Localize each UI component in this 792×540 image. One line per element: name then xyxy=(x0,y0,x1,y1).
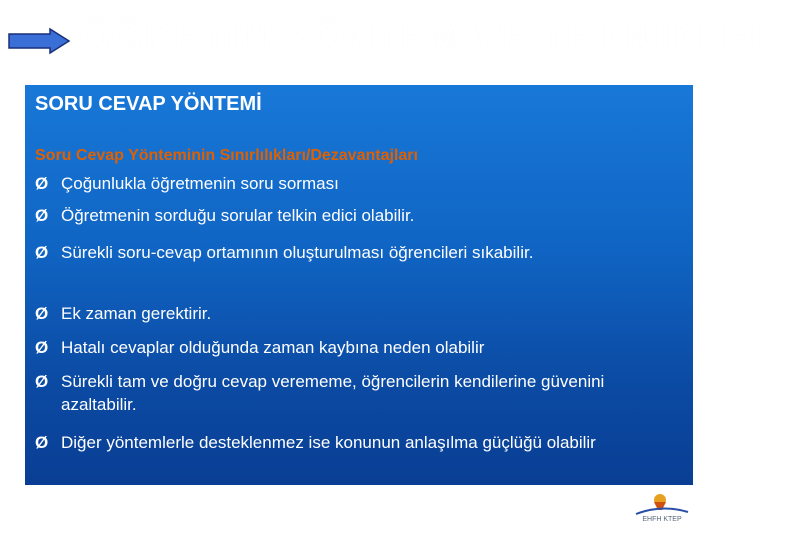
list-item-text: Diğer yöntemlerle desteklenmez ise konunun anlaşılma güçlüğü olabilir xyxy=(61,433,596,452)
content-panel xyxy=(25,85,693,485)
list-item xyxy=(35,370,676,416)
bullet-arrow-icon: Ø xyxy=(35,243,49,262)
logo xyxy=(632,490,692,526)
bullet-arrow-icon: Ø xyxy=(35,338,49,357)
list-item xyxy=(35,172,676,195)
bullet-arrow-icon: Ø xyxy=(35,174,49,193)
list-item xyxy=(35,302,676,325)
bullet-arrow-icon: Ø xyxy=(35,304,49,323)
bullet-arrow-icon: Ø xyxy=(35,433,49,452)
right-arrow-icon xyxy=(8,28,70,54)
list-item xyxy=(35,431,676,454)
section-subtitle: Soru Cevap Yönteminin Sınırlılıkları/Dezavantajları xyxy=(35,147,418,164)
section-title: SORU CEVAP YÖNTEMİ xyxy=(35,93,262,115)
list-item-text: Sürekli soru-cevap ortamının oluşturulması öğrencileri sıkabilir. xyxy=(61,243,534,262)
logo-icon xyxy=(632,490,692,518)
logo-text: EHFH KTEP xyxy=(642,516,682,523)
list-item-text: Çoğunlukla öğretmenin soru sorması xyxy=(61,174,339,193)
list-item-text: Öğretmenin sorduğu sorular telkin edici olabilir. xyxy=(61,206,415,225)
bullet-arrow-icon: Ø xyxy=(35,372,49,391)
list-item xyxy=(35,204,676,227)
list-item-text: Sürekli tam ve doğru cevap verememe, öğrencilerin kendilerine güvenini azaltabilir. xyxy=(61,372,605,414)
page-title: ÖĞRETİM YÖNTEM VE TEKNİKLERİ xyxy=(80,16,792,60)
list-item xyxy=(35,241,676,264)
list-item xyxy=(35,336,676,359)
list-item-text: Ek zaman gerektirir. xyxy=(61,304,212,323)
bullet-arrow-icon: Ø xyxy=(35,206,49,225)
list-item-text: Hatalı cevaplar olduğunda zaman kaybına neden olabilir xyxy=(61,338,485,357)
